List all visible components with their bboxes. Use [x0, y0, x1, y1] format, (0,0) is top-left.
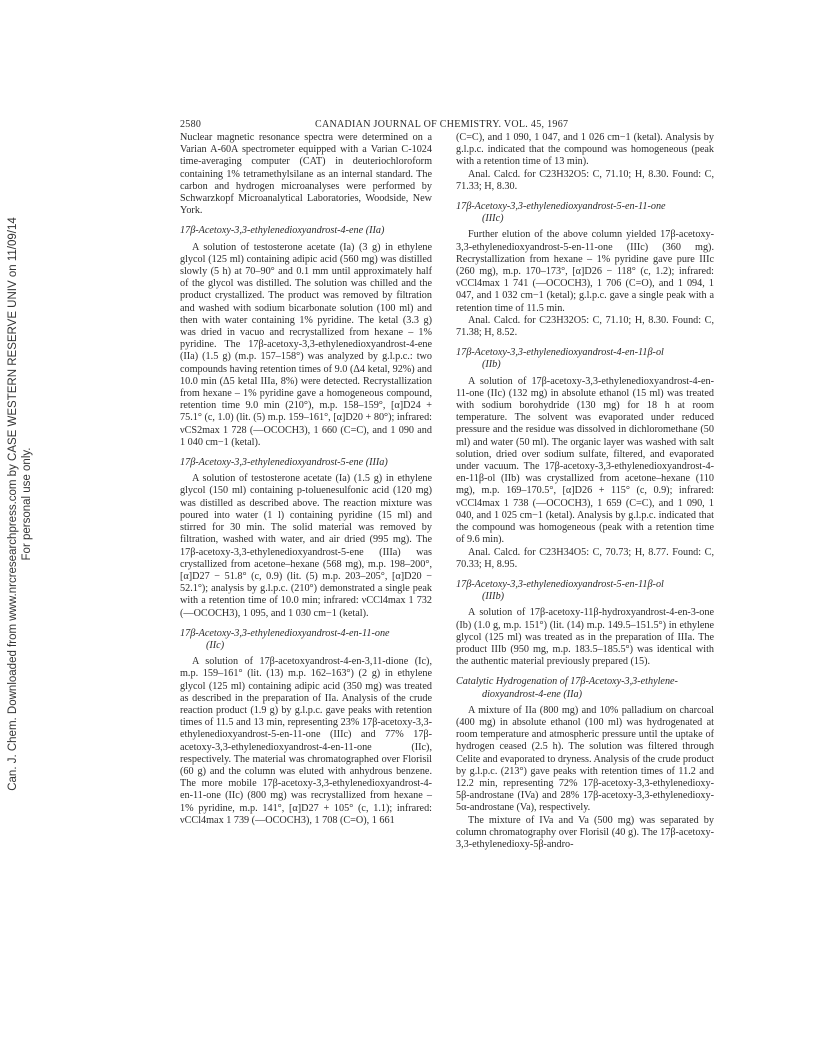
running-header: [180, 119, 740, 133]
section-heading-text: 17β-Acetoxy-3,3-ethylenedioxyandrost-5-en-11β-ol: [456, 578, 664, 590]
right-column: [456, 132, 714, 851]
page-number: 2580: [180, 119, 202, 130]
body-paragraph: A solution of 17β-acetoxy-11β-hydroxyandrost-4-en-3-one (Ib) (1.0 g, m.p. 151°) (lit. (14) m.p. 149.5–151.5°) in ethylene glycol (125 ml) was treated as in the preparation of IIIa. The product IIIb (950 mg, m.p. 183.5–185.5°) was identical with the authentic material previously prepared (15).: [456, 607, 714, 668]
section-heading: [180, 225, 432, 237]
section-heading-text: 17β-Acetoxy-3,3-ethylenedioxyandrost-4-ene (IIa): [180, 225, 385, 237]
body-paragraph: The mixture of IVa and Va (500 mg) was separated by column chromatography over Florisil (40 g). The 17β-acetoxy-3,3-ethylenedioxy-5β-andro-: [456, 814, 714, 850]
section-heading-text: 17β-Acetoxy-3,3-ethylenedioxyandrost-5-ene (IIIa): [180, 457, 388, 469]
section-heading: [180, 628, 432, 652]
section-heading: [456, 201, 714, 225]
download-watermark-text: [6, 194, 34, 814]
body-paragraph: A mixture of IIa (800 mg) and 10% palladium on charcoal (400 mg) in absolute ethanol (100 ml) was hydrogenated at room temperature and atmospheric pressure until the uptake of hydrogen ceased (2.5 h). The solution was filtered through Celite and evaporated to dryness. Analysis of the crude product by g.l.p.c. (213°) gave peaks with retention times of 11.2 and 12.2 min, representing 72% 17β-acetoxy-3,3-ethylenedioxy-5β-androstane (IVa) and 28% 17β-acetoxy-3,3-ethylenedioxy-5α-androstane (Va), respectively.: [456, 704, 715, 814]
section-heading: [456, 579, 714, 603]
body-paragraph: Anal. Calcd. for C23H34O5: C, 70.73; H, 8.77. Found: C, 70.33; H, 8.95.: [456, 546, 714, 570]
section-heading-continuation: (IIIb): [482, 591, 505, 603]
watermark-line-2: For personal use only.: [21, 447, 33, 561]
section-heading-text: 17β-Acetoxy-3,3-ethylenedioxyandrost-4-en-11β-ol: [456, 347, 664, 359]
download-watermark: [0, 190, 40, 810]
body-paragraph: Anal. Calcd. for C23H32O5: C, 71.10; H, 8.30. Found: C, 71.33; H, 8.30.: [456, 168, 714, 192]
section-heading-text: 17β-Acetoxy-3,3-ethylenedioxyandrost-4-en-11-one: [180, 627, 390, 639]
body-paragraph: (C=C), and 1 090, 1 047, and 1 026 cm−1 (ketal). Analysis by g.l.p.c. indicated that the compound was homogeneous (peak with a retention time of 13 min).: [456, 132, 714, 168]
body-paragraph: A solution of 17β-acetoxy-3,3-ethylenedioxyandrost-4-en-11-one (IIc) (132 mg) in absolute ethanol (15 ml) was treated with sodium borohydride (130 mg) for 18 h at room temperature. The solvent was evaporated under reduced pressure and the residue was dissolved in dichloromethane (50 ml) and water (50 ml). The organic layer was washed with salt solution, dried over sodium sulfate, filtered, and evaporated under vacuum. The 17β-acetoxy-3,3-ethylenedioxyandrost-4-en-11β-ol (IIb) was crystallized from acetone–hexane (110 mg), m.p. 169–170.5°, [α]D26 + 115° (c, 0.9); infrared: νCCl4max 1 738 (—OCOCH3), 1 659 (C=C), and 1 090, 1 040, and 1 025 cm−1 (ketal). Analysis by g.l.p.c. indicated that the compound was homogeneous (peak with a retention time of 9.6 min).: [456, 375, 714, 546]
body-paragraph: Nuclear magnetic resonance spectra were determined on a Varian A-60A spectrometer equipped with a Varian C-1024 time-averaging computer (CAT) in deuteriochloroform containing 1% tetramethylsilane as an internal standard. The carbon and hydrogen microanalyses were performed by Schwarzkopf Microanalytical Laboratories, Woodside, New York.: [180, 132, 432, 217]
section-heading-continuation: (IIc): [206, 639, 225, 651]
section-heading-continuation: (IIb): [482, 359, 501, 371]
body-paragraph: A solution of 17β-acetoxyandrost-4-en-3,11-dione (Ic), m.p. 159–161° (lit. (13) m.p. 162–163°) (2 g) in ethylene glycol (125 ml) containing adipic acid (350 mg) was treated as described in the preparation of IIa. Analysis of the crude reaction product (1.9 g) by g.l.p.c. gave peaks with retention times of 11.5 and 13 min, representing 23% 17β-acetoxy-3,3-ethylenedioxyandrost-5-en-11-one (IIIc) and 77% 17β-acetoxy-3,3-ethylenedioxyandrost-4-en-11-one (IIc), respectively. The material was chromatographed over Florisil (60 g) and the column was eluted with anhydrous benzene. The more mobile 17β-acetoxy-3,3-ethylenedioxyandrost-4-en-11-one (IIc) (800 mg) was recrystallized from hexane – 1% pyridine, m.p. 141°, [α]D27 + 105° (c, 1.1); infrared: νCCl4max 1 739 (—OCOCH3), 1 708 (C=O), 1 661: [180, 656, 432, 826]
body-paragraph: Further elution of the above column yielded 17β-acetoxy-3,3-ethylenedioxyandrost-5-en-11-one (IIIc) (360 mg). Recrystallization from hexane – 1% pyridine gave pure IIIc (260 mg), m.p. 170–173°, [α]D26 − 118° (c, 1.2); infrared: νCCl4max 1 741 (—OCOCH3), 1 706 (C=O), and 1 094, 1 047, and 1 032 cm−1 (ketal); g.l.p.c. gave a single peak with a retention time of 11.5 min.: [456, 229, 714, 314]
section-heading-text: Catalytic Hydrogenation of 17β-Acetoxy-3,3-ethylene-: [456, 676, 678, 688]
section-heading-text: 17β-Acetoxy-3,3-ethylenedioxyandrost-5-en-11-one: [456, 201, 666, 213]
section-heading-continuation: dioxyandrost-4-ene (IIa): [482, 688, 583, 700]
section-heading: [456, 676, 714, 700]
body-paragraph: A solution of testosterone acetate (Ia) (1.5 g) in ethylene glycol (150 ml) containing p-toluenesulfonic acid (120 mg) was distilled as described above. The reaction mixture was poured into water (1 l) containing pyridine (15 ml) and stirred for 30 min. The solid material was removed by filtration, washed with water, and air dried (995 mg). The 17β-acetoxy-3,3-ethylenedioxyandrost-5-ene (IIIa) was crystallized from acetone–hexane (568 mg), m.p. 198–200°, [α]D27 − 51.8° (c, 0.9) (lit. (5) m.p. 203–205°, [α]D20 − 52.1°); analysis by g.l.p.c. (210°) demonstrated a single peak with a retention time of 10.0 min; infrared: νCCl4max 1 732 (—OCOCH3), 1 095, and 1 030 cm−1 (ketal).: [180, 473, 432, 619]
left-column: [180, 132, 432, 827]
section-heading: [180, 457, 432, 469]
watermark-line-1: Can. J. Chem. Downloaded from www.nrcresearchpress.com by CASE WESTERN RESERVE UNIV on 11/09/14: [7, 217, 19, 791]
body-paragraph: Anal. Calcd. for C23H32O5: C, 71.10; H, 8.30. Found: C, 71.38; H, 8.52.: [456, 314, 714, 339]
journal-title: CANADIAN JOURNAL OF CHEMISTRY. VOL. 45, 1967: [315, 119, 569, 130]
section-heading-continuation: (IIIc): [482, 213, 504, 225]
body-paragraph: A solution of testosterone acetate (Ia) (3 g) in ethylene glycol (125 ml) containing adipic acid (560 mg) was distilled slowly (5 h) at 70–90° and 0.1 mm until approximately half of the glycol was distilled. The solution was chilled and the product crystallized. The product was removed by filtration and washed with sodium bicarbonate solution (100 ml) and then with water containing 1% pyridine. The ketal (3.3 g) was dried in vacuo and recrystallized from hexane – 1% pyridine. The 17β-acetoxy-3,3-ethylenedioxyandrost-4-ene (IIa) (1.5 g) (m.p. 157–158°) was analyzed by g.l.p.c.: two compounds having retention times of 9.0 (Δ4 ketal, 92%) and 10.0 min (Δ5 ketal IIIa, 8%) were detected. Recrystallization from hexane – 1% pyridine gave a homogeneous compound, retention time 9.0 min (210°), m.p. 158–159°, [α]D24 + 75.1° (c, 1.0) (lit. (5) m.p. 159–161°, [α]D20 + 80°); infrared: νCS2max 1 728 (—OCOCH3), 1 660 (C=C), and 1 090 and 1 040 cm−1 (ketal).: [180, 241, 432, 448]
section-heading: [456, 347, 714, 371]
